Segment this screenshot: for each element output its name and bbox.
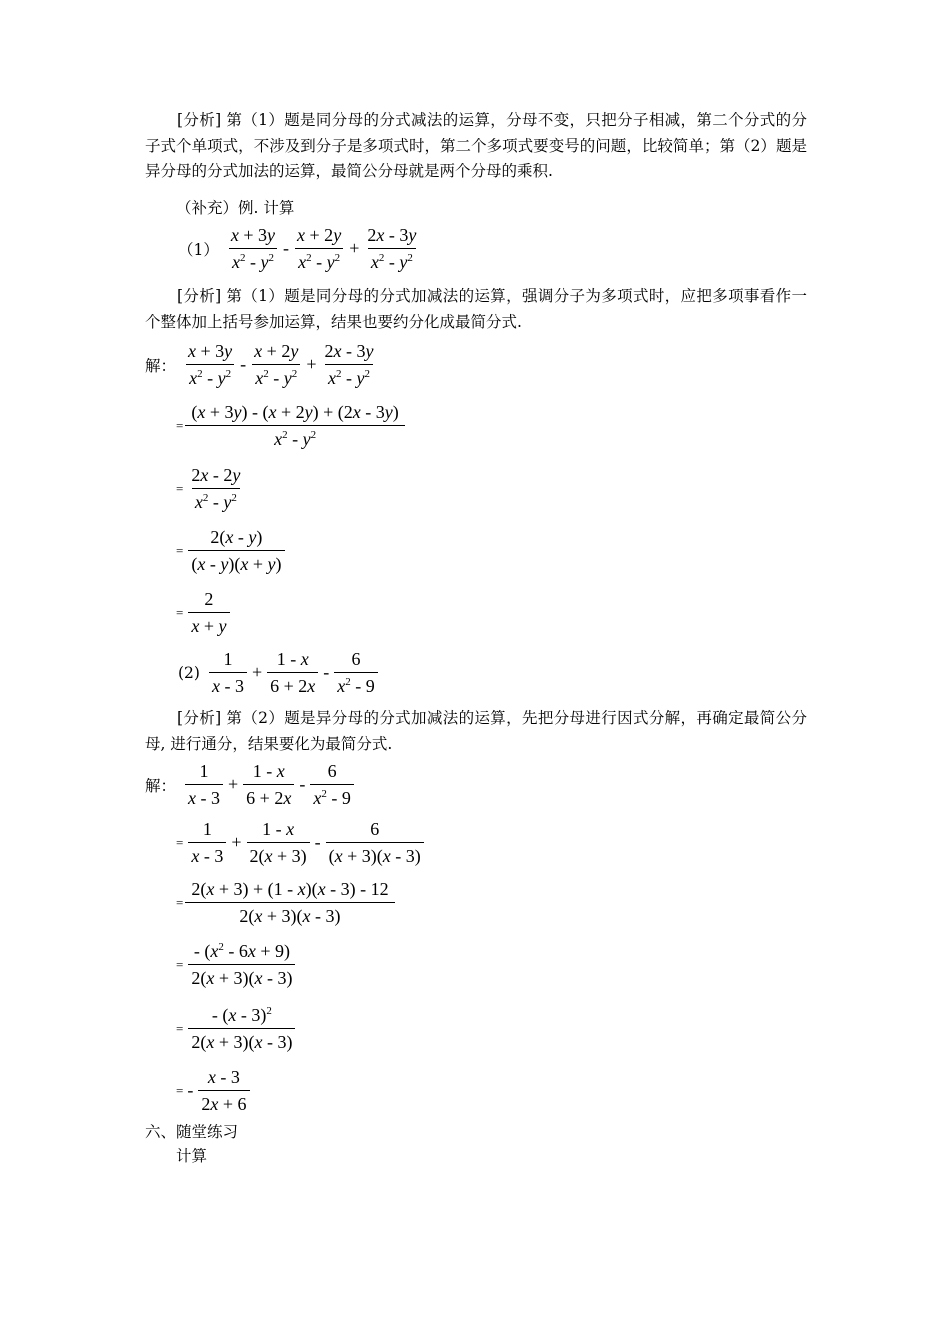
analysis-paragraph-3: [分析] 第（2）题是异分母的分式加减法的运算，先把分母进行因式分解，再确定最简公分母, 进行通分，结果要化为最简分式. [145,709,807,753]
solution-2-step-1: = $\frac{1}{x - 3}$ + $\frac{1 - x}{2(x + 3)}$ - $\frac{6}{(x + 3)(x - 3)}$ [176,818,427,867]
example-heading: （补充）例. 计算 [176,199,295,217]
solution-label: 解： [145,356,177,375]
solution-2-step-2: = $\frac{2(x + 3) + (1 - x)(x - 3) - 12}{2(x + 3)(x - 3)}$ [176,878,395,927]
fraction: $\frac{x + 2y}{x^2 - y^2}$ [297,225,342,272]
fraction: $\frac{x + 3y}{x^2 - y^2}$ [230,225,276,272]
solution-1-step-1: = $\frac{(x + 3y) - (x + 2y) + (2x - 3y)}{x^2 - y^2}$ [176,401,405,450]
problem-2-label: (2) [178,663,200,682]
problem-2-expression: (2) $\frac{1}{x - 3}$ + $\frac{1 - x}{6 + 2x}$ - $\frac{6}{x^2 - 9}$ [178,648,381,697]
fraction: $\frac{2x - 3y}{x^2 - y^2}$ [367,225,417,272]
solution-label: 解： [145,776,177,795]
section-heading: 六、随堂练习 [145,1123,239,1141]
solution-2-step-3: = $\frac{- (x^2 - 6x + 9)}{2(x + 3)(x - 3)}$ [176,940,298,989]
problem-1-expression: （1） $\frac{x + 3y}{x^2 - y^2}$ - $\frac{x + 2y}{x^2 - y^2}$ + $\frac{2x - 3y}{x^2 - y^2}$ [178,224,422,273]
problem-1-label: （1） [178,240,219,259]
solution-2-step-0: 解： $\frac{1}{x - 3}$ + $\frac{1 - x}{6 + 2x}$ - $\frac{6}{x^2 - 9}$ [145,760,357,809]
solution-1-step-4: = $\frac{2}{x + y}$ [176,588,233,637]
solution-1-step-2: = $\frac{2x - 2y}{x^2 - y^2}$ [176,465,241,512]
solution-1-step-0: 解： $\frac{x + 3y}{x^2 - y^2}$ - $\frac{x + 2y}{x^2 - y^2}$ + $\frac{2x - 3y}{x^2 - y^2}$ [145,341,374,388]
solution-1-step-3: = $\frac{2(x - y)}{(x - y)(x + y)}$ [176,526,288,575]
solution-2-step-5: = - $\frac{x - 3}{2x + 6}$ [176,1066,253,1115]
practice-label: 计算 [176,1147,208,1165]
analysis-paragraph-1: [分析] 第（1）题是同分母的分式减法的运算，分母不变，只把分子相减，第二个分式的分子式个单项式，不涉及到分子是多项式时，第二个多项式要变号的问题，比较简单；第（2）题是异分母的分式加法的运算，最简公分母就是两个分母的乘积. [145,111,807,180]
solution-2-step-4: = $\frac{- (x - 3)^2}{2(x + 3)(x - 3)}$ [176,1004,298,1053]
analysis-paragraph-2: [分析] 第（1）题是同分母的分式加减法的运算，强调分子为多项式时，应把多项事看作一个整体加上括号参加运算，结果也要约分化成最简分式. [145,287,807,331]
